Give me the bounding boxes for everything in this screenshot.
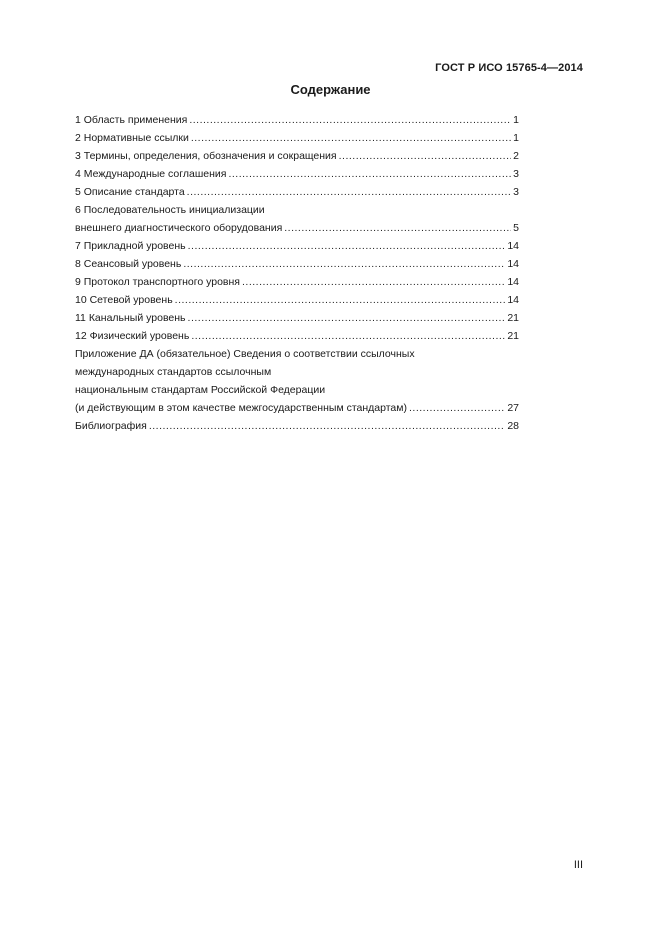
toc-entry-page: 1	[513, 132, 519, 144]
toc-entry-page: 21	[507, 330, 519, 342]
toc-entry-title: 5 Описание стандарта	[75, 186, 185, 198]
dot-leader	[188, 309, 506, 327]
toc-entry-title: внешнего диагностического оборудования	[75, 222, 283, 234]
toc-entry-page: 2	[513, 150, 519, 162]
toc-entry[interactable]	[75, 183, 519, 201]
toc-entry[interactable]	[75, 291, 519, 309]
toc-entry[interactable]	[75, 255, 519, 273]
toc-entry[interactable]	[75, 111, 519, 129]
page-number: III	[573, 859, 583, 871]
toc-entry-title: 11 Канальный уровень	[75, 312, 186, 324]
dot-leader	[149, 417, 505, 435]
dot-leader	[189, 111, 511, 129]
toc-entry[interactable]	[75, 219, 519, 237]
dot-leader	[242, 273, 505, 291]
toc-entry-page: 3	[513, 168, 519, 180]
toc-entry[interactable]	[75, 237, 519, 255]
toc-entry-page: 14	[507, 240, 519, 252]
toc-entry[interactable]	[75, 327, 519, 345]
document-code: ГОСТ Р ИСО 15765-4—2014	[435, 62, 583, 74]
toc-entry-page: 21	[507, 312, 519, 324]
dot-leader	[183, 255, 505, 273]
toc-entry-page: 5	[513, 222, 519, 234]
dot-leader	[175, 291, 506, 309]
toc-entry-title: 2 Нормативные ссылки	[75, 132, 189, 144]
toc-entry-page: 27	[507, 402, 519, 414]
dot-leader	[228, 165, 511, 183]
dot-leader	[409, 399, 505, 417]
toc-entry-page: 14	[507, 294, 519, 306]
toc-entry[interactable]	[75, 147, 519, 165]
toc-entry-title: 7 Прикладной уровень	[75, 240, 186, 252]
toc-entry[interactable]	[75, 129, 519, 147]
toc-entry-title: (и действующим в этом качестве межгосударственным стандартам)	[75, 402, 407, 414]
toc-entry[interactable]	[75, 399, 519, 417]
toc-entry-line: 6 Последовательность инициализации	[75, 204, 265, 216]
dot-leader	[187, 183, 511, 201]
dot-leader	[339, 147, 512, 165]
dot-leader	[284, 219, 511, 237]
toc-entry[interactable]	[75, 417, 519, 435]
toc-title: Содержание	[290, 82, 371, 97]
toc-entry[interactable]	[75, 165, 519, 183]
toc-entry-page: 1	[513, 114, 519, 126]
toc-entry-title: 10 Сетевой уровень	[75, 294, 173, 306]
toc-entry-title: 12 Физический уровень	[75, 330, 190, 342]
toc-entry-page: 14	[507, 276, 519, 288]
table-of-contents	[75, 111, 519, 435]
dot-leader	[188, 237, 506, 255]
toc-entry-title: Библиография	[75, 420, 147, 432]
toc-entry-title: 1 Область применения	[75, 114, 188, 126]
toc-entry-page: 28	[507, 420, 519, 432]
toc-entry-title: 3 Термины, определения, обозначения и сокращения	[75, 150, 337, 162]
toc-entry-page: 14	[507, 258, 519, 270]
toc-entry-line: Приложение ДА (обязательное) Сведения о соответствии ссылочных	[75, 348, 415, 360]
toc-entry[interactable]	[75, 273, 519, 291]
toc-entry-title: 4 Международные соглашения	[75, 168, 227, 180]
toc-entry-title: 8 Сеансовый уровень	[75, 258, 182, 270]
toc-entry-page: 3	[513, 186, 519, 198]
toc-entry-line: международных стандартов ссылочным	[75, 366, 272, 378]
toc-entry-title: 9 Протокол транспортного уровня	[75, 276, 240, 288]
dot-leader	[191, 327, 505, 345]
toc-entry[interactable]	[75, 309, 519, 327]
dot-leader	[191, 129, 511, 147]
toc-entry-line: национальным стандартам Российской Федерации	[75, 384, 326, 396]
